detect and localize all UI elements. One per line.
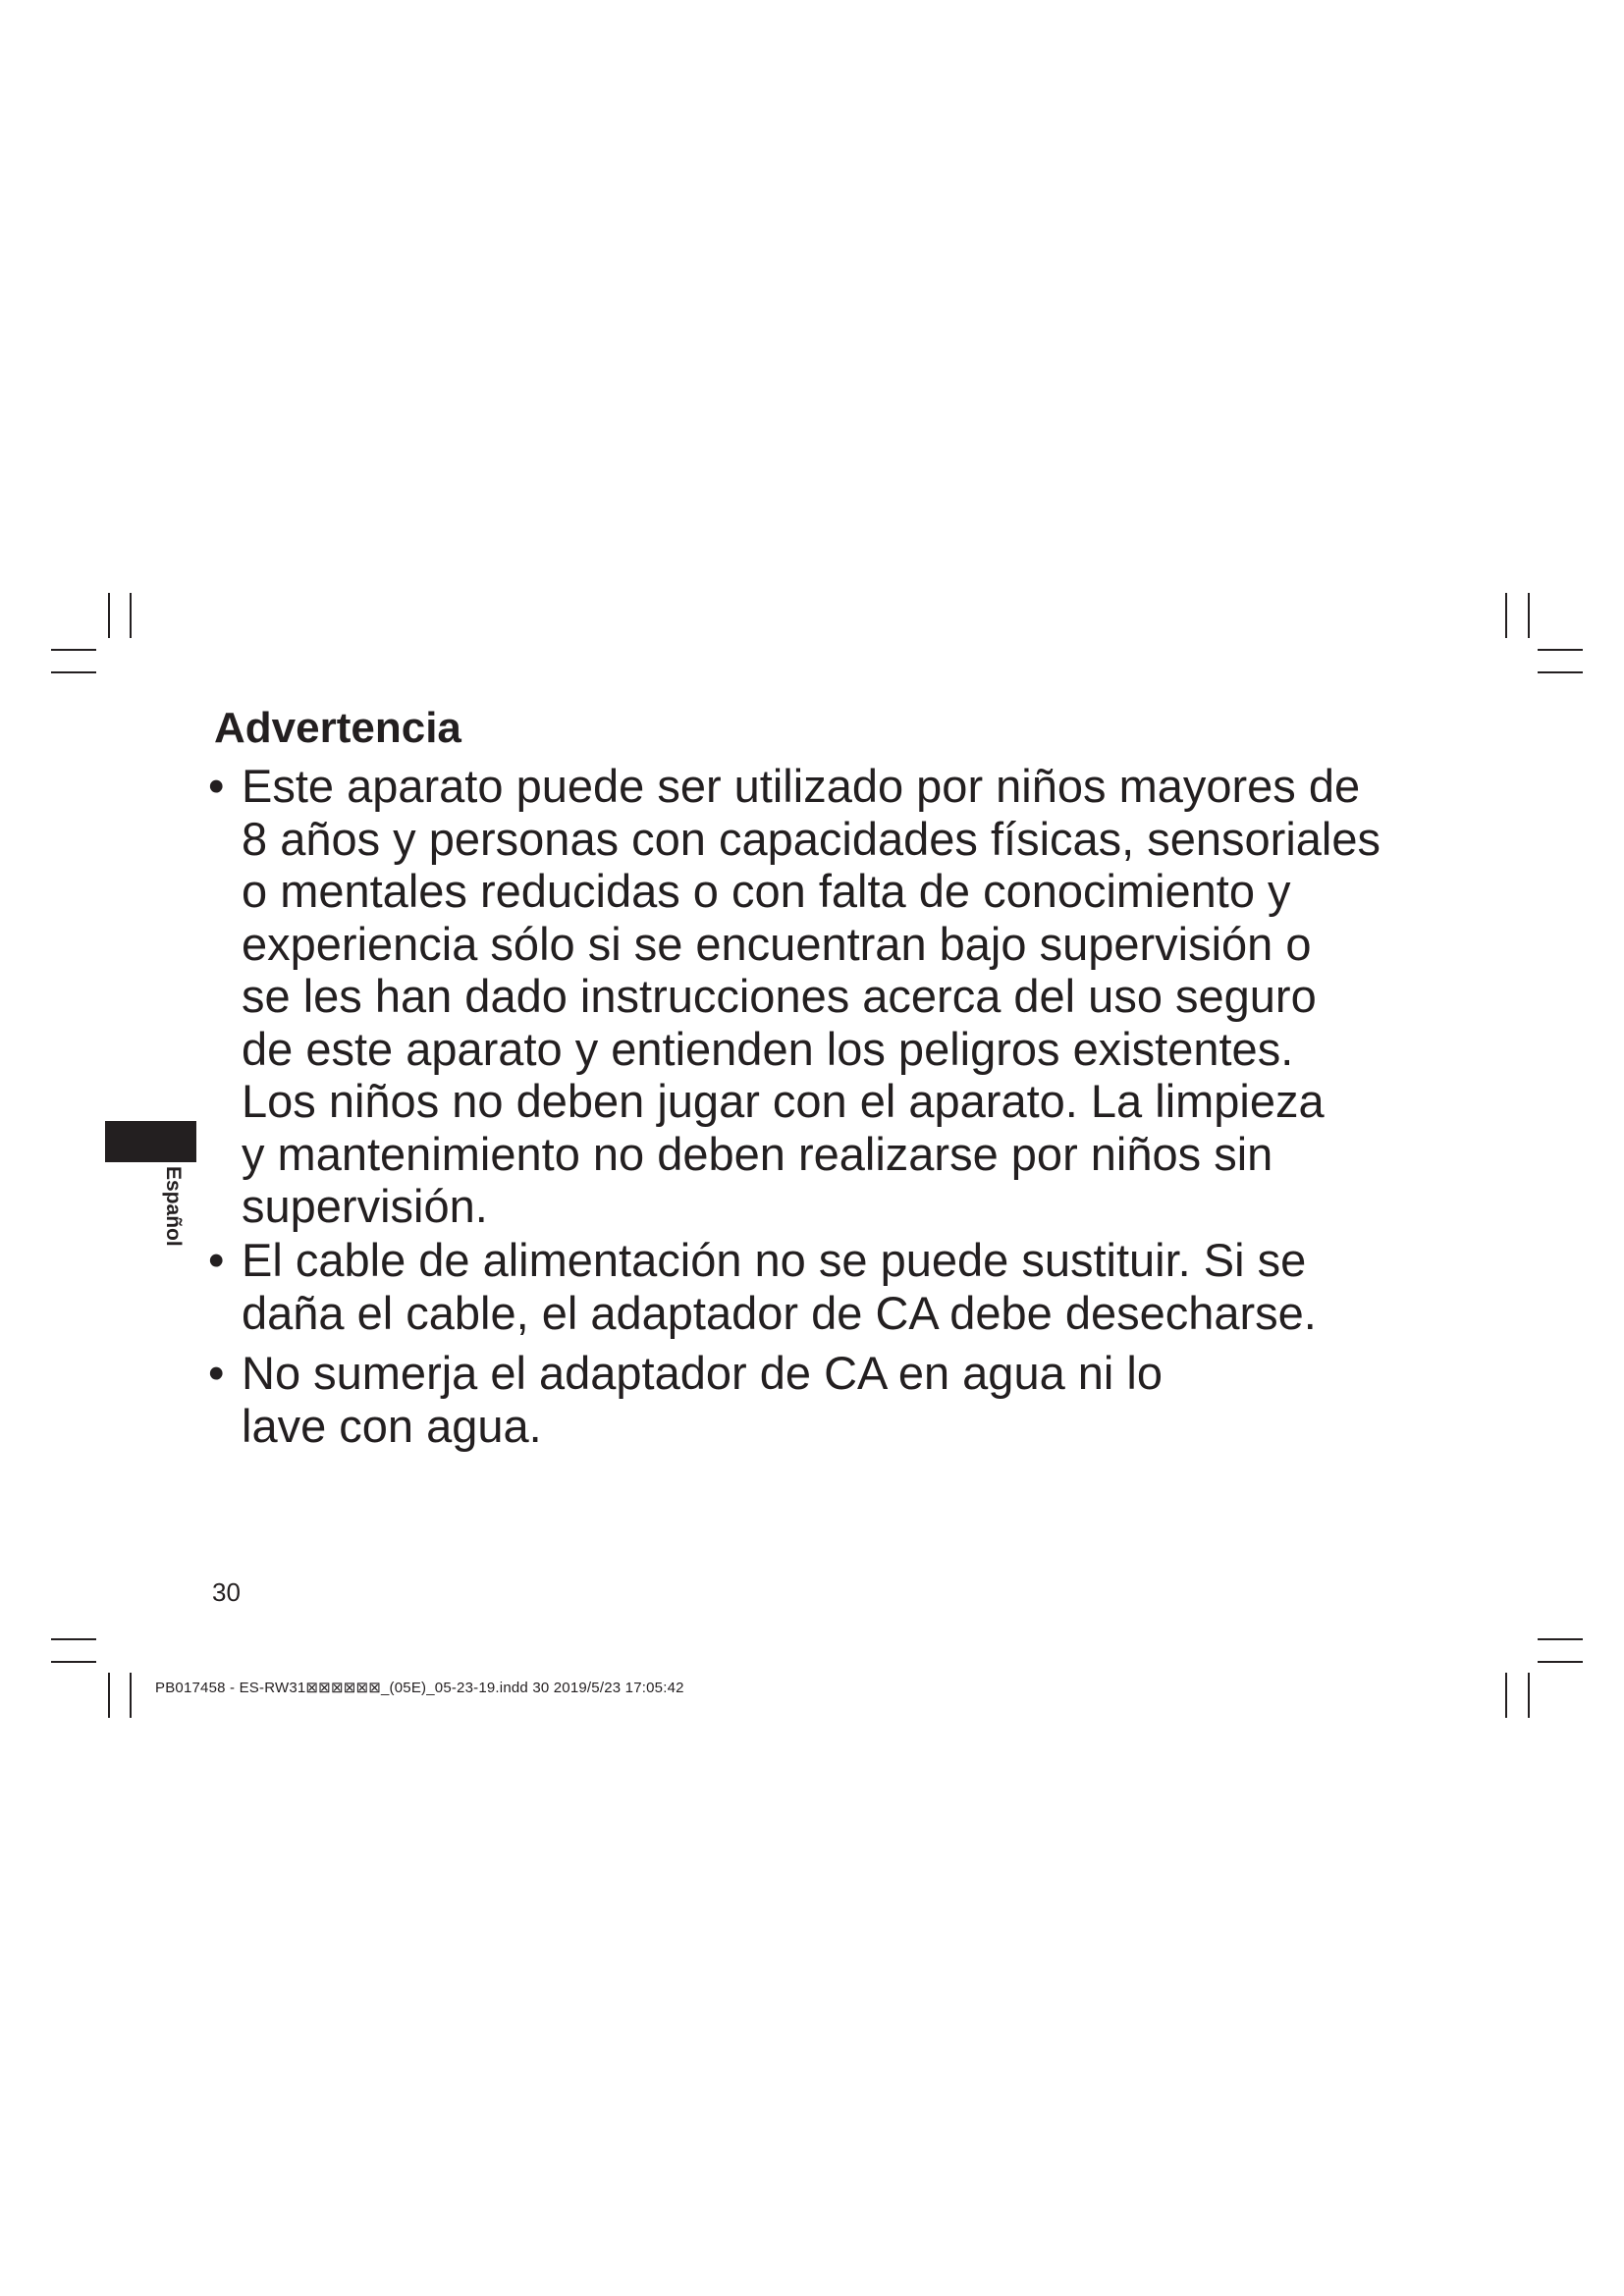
crop-mark-bottom-right-v2 <box>1528 1673 1530 1718</box>
text-line: 8 años y personas con capacidades físicas, sensoriales <box>242 812 1380 865</box>
warning-item-text <box>242 760 1485 1233</box>
text-line: o mentales reducidas o con falta de conocimiento y <box>242 865 1291 917</box>
crop-mark-top-left-v2 <box>130 593 132 638</box>
text-line: lave con agua. <box>242 1399 542 1452</box>
text-line: supervisión. <box>242 1180 488 1232</box>
language-tab-block <box>105 1121 196 1162</box>
crop-mark-top-left-h1 <box>51 649 96 651</box>
warning-list-item <box>208 760 1485 1233</box>
text-line: El cable de alimentación no se puede sustituir. Si se <box>242 1234 1307 1286</box>
warning-list-item <box>208 1234 1485 1339</box>
text-line: No sumerja el adaptador de CA en agua ni lo <box>242 1347 1164 1399</box>
warning-list-item <box>208 1347 1485 1452</box>
warning-item-text <box>242 1234 1485 1339</box>
crop-mark-top-right-h1 <box>1538 649 1583 651</box>
crop-mark-top-right-v2 <box>1528 593 1530 638</box>
warning-item-text <box>242 1347 1485 1452</box>
text-line: Los niños no deben jugar con el aparato. La limpieza <box>242 1075 1325 1127</box>
crop-mark-bottom-right-h2 <box>1538 1661 1583 1663</box>
text-line: de este aparato y entienden los peligros existentes. <box>242 1022 1294 1075</box>
text-line: se les han dado instrucciones acerca del uso seguro <box>242 970 1317 1022</box>
crop-mark-bottom-left-h1 <box>51 1638 96 1640</box>
text-line: daña el cable, el adaptador de CA debe desecharse. <box>242 1286 1317 1339</box>
bullet-marker: • <box>208 760 225 812</box>
page-number: 30 <box>212 1577 241 1607</box>
print-slug: PB017458 - ES-RW31⊠⊠⊠⊠⊠⊠_(05E)_05-23-19.indd 30 2019/5/23 17:05:42 <box>155 1680 684 1696</box>
text-line: Este aparato puede ser utilizado por niños mayores de <box>242 760 1361 812</box>
crop-mark-top-right-h2 <box>1538 671 1583 673</box>
crop-mark-bottom-right-v1 <box>1505 1673 1507 1718</box>
crop-mark-top-left-h2 <box>51 671 96 673</box>
bullet-marker: • <box>208 1347 225 1399</box>
crop-mark-bottom-right-h1 <box>1538 1638 1583 1640</box>
crop-mark-bottom-left-v2 <box>130 1673 132 1718</box>
bullet-marker: • <box>208 1234 225 1286</box>
crop-mark-bottom-left-h2 <box>51 1661 96 1663</box>
crop-mark-bottom-left-v1 <box>108 1673 110 1718</box>
crop-mark-top-right-v1 <box>1505 593 1507 638</box>
text-line: y mantenimiento no deben realizarse por niños sin <box>242 1127 1273 1180</box>
crop-mark-top-left-v1 <box>108 593 110 638</box>
section-heading: Advertencia <box>214 704 461 752</box>
language-tab-label: Español <box>162 1166 185 1247</box>
text-line: experiencia sólo si se encuentran bajo supervisión o <box>242 917 1312 970</box>
